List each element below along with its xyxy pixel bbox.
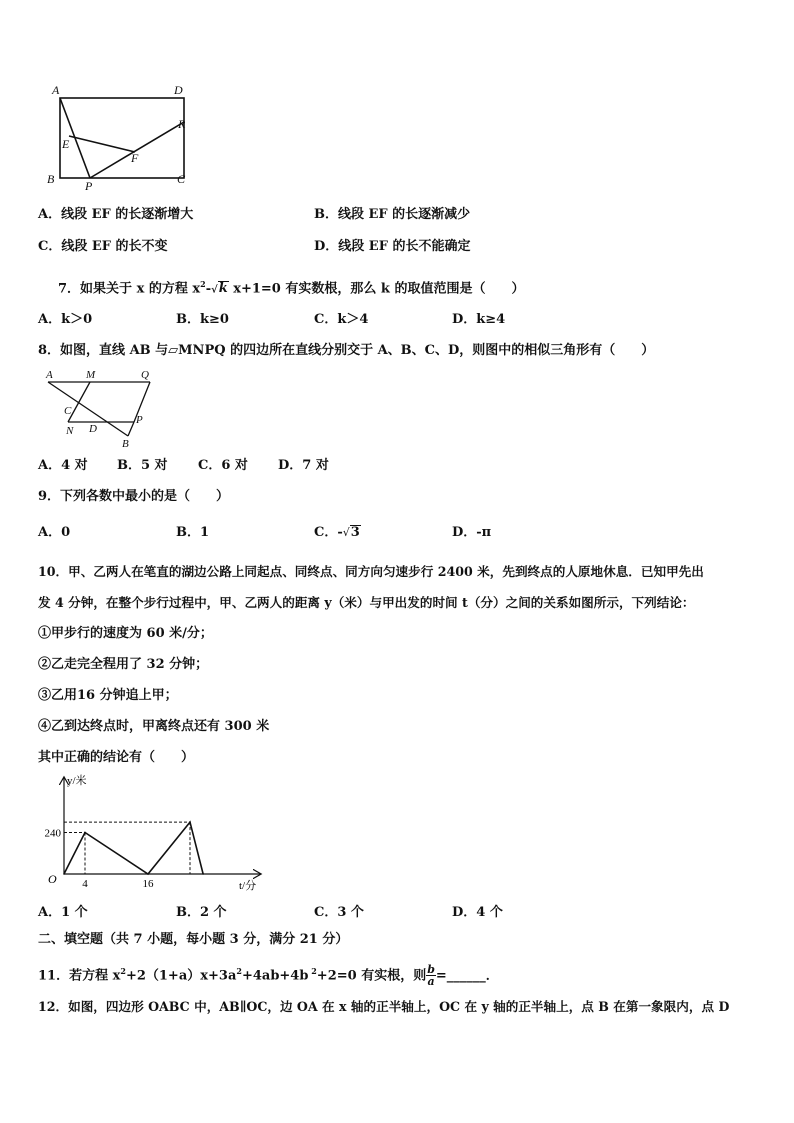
q10-ask: 其中正确的结论有（ ）	[38, 750, 195, 765]
q8-label-q: Q	[141, 369, 149, 381]
q7-stem: 7．如果关于 x 的方程 $x^2-√k$ x+1=0 有实数根，那么 k 的取值范围是（ ）	[58, 279, 525, 297]
data-point	[63, 873, 65, 875]
q10-conclusion-2: ②乙走完全程用了 32 分钟；	[38, 657, 209, 672]
q11-stem: 11．若方程 $x^2+2(1+a)x+3a^2+4ab+4b$ $^2$+2=0 有实根，则 $\frac{b}{a}$ =______．	[38, 963, 499, 989]
y-axis-label: y/米	[67, 775, 87, 787]
x-axis-label: t/分	[239, 880, 257, 892]
origin-label: O	[48, 872, 57, 886]
label-b: B	[47, 172, 55, 186]
q9-stem: 9．下列各数中最小的是（ ）	[38, 489, 230, 504]
q8-label-c: C	[64, 405, 72, 417]
q10-option-a[interactable]: A．1 个	[38, 905, 88, 920]
q10-conclusion-3: ③乙用16 分钟追上甲；	[38, 688, 178, 703]
q7-option-a[interactable]: A．k＞0	[38, 312, 93, 327]
q6-option-c[interactable]: C．线段 EF 的长不变	[38, 239, 168, 254]
q8-label-n: N	[66, 425, 74, 437]
x-tick-label-16: 16	[142, 878, 154, 890]
q8-label-m: M	[86, 369, 96, 381]
data-point	[84, 832, 86, 834]
section-2-heading: 二、填空题（共 7 小题，每小题 3 分，满分 21 分）	[38, 932, 349, 947]
q8-option-d[interactable]: D．7 对	[278, 458, 329, 473]
line-ab	[48, 382, 128, 436]
q8-option-b[interactable]: B．5 对	[117, 458, 168, 473]
data-point	[147, 873, 149, 875]
y-tick-label-240: 240	[44, 827, 61, 840]
q8-option-c[interactable]: C．6 对	[198, 458, 248, 473]
q6-option-b[interactable]: B．线段 EF 的长逐渐减少	[314, 207, 471, 222]
q8-label-b: B	[122, 438, 129, 450]
q11-fraction: $\frac{b}{a}$	[427, 963, 435, 989]
label-a: A	[52, 83, 60, 97]
q6-option-d[interactable]: D．线段 EF 的长不能确定	[314, 239, 471, 254]
q10-distance-time-chart	[30, 770, 270, 895]
data-point	[189, 821, 191, 823]
label-r: R	[178, 117, 186, 131]
line-pb	[128, 422, 134, 436]
q10-conclusion-4: ④乙到达终点时，甲离终点还有 300 米	[38, 719, 270, 734]
q7-option-c[interactable]: C．k＞4	[314, 312, 369, 327]
data-point	[202, 873, 204, 875]
q9-option-b[interactable]: B．1	[176, 525, 210, 540]
label-e: E	[62, 137, 70, 151]
q6-option-a[interactable]: A．线段 EF 的长逐渐增大	[38, 207, 194, 222]
label-c: C	[177, 172, 186, 186]
label-d: D	[174, 83, 183, 97]
figure-rectangle-abcd	[40, 78, 200, 193]
q9-option-a[interactable]: A．0	[38, 525, 71, 540]
q8-stem: 8．如图，直线 AB 与▱MNPQ 的四边所在直线分别交于 A、B、C、D，则图中的相似三角形有（ ）	[38, 343, 655, 358]
q10-option-b[interactable]: B．2 个	[176, 905, 227, 920]
q12-line1: 12．如图，四边形 OABC 中，AB∥OC，边 OA 在 x 轴的正半轴上，OC 在 y 轴的正半轴上，点 B 在第一象限内，点 D	[38, 999, 730, 1014]
q10-option-d[interactable]: D．4 个	[452, 905, 503, 920]
x-tick-label-4: 4	[82, 878, 88, 890]
q10-option-c[interactable]: C．3 个	[314, 905, 364, 920]
label-f: F	[131, 151, 139, 165]
figure-parallelogram-mnpq	[38, 364, 163, 450]
q8-label-p: P	[136, 414, 143, 426]
q10-line1: 10．甲、乙两人在笔直的湖边公路上同起点、同终点、同方向匀速步行 2400 米，先到终点的人原地休息．已知甲先出	[38, 564, 704, 579]
q9-option-c[interactable]: C．-√3	[314, 525, 360, 540]
q8-label-a: A	[46, 369, 53, 381]
q9-option-d[interactable]: D．-π	[452, 525, 492, 540]
q10-conclusion-1: ①甲步行的速度为 60 米/分；	[38, 626, 213, 641]
q8-option-a[interactable]: A．4 对	[38, 458, 88, 473]
q10-line2: 发 4 分钟，在整个步行过程中，甲、乙两人的距离 y（米）与甲出发的时间 t（分）之间的关系如图所示，下列结论：	[38, 595, 695, 610]
q8-label-d: D	[89, 423, 97, 435]
label-p: P	[85, 179, 93, 193]
q7-option-b[interactable]: B．k≥0	[176, 312, 229, 327]
q7-option-d[interactable]: D．k≥4	[452, 312, 506, 327]
segment-pr	[90, 122, 184, 178]
